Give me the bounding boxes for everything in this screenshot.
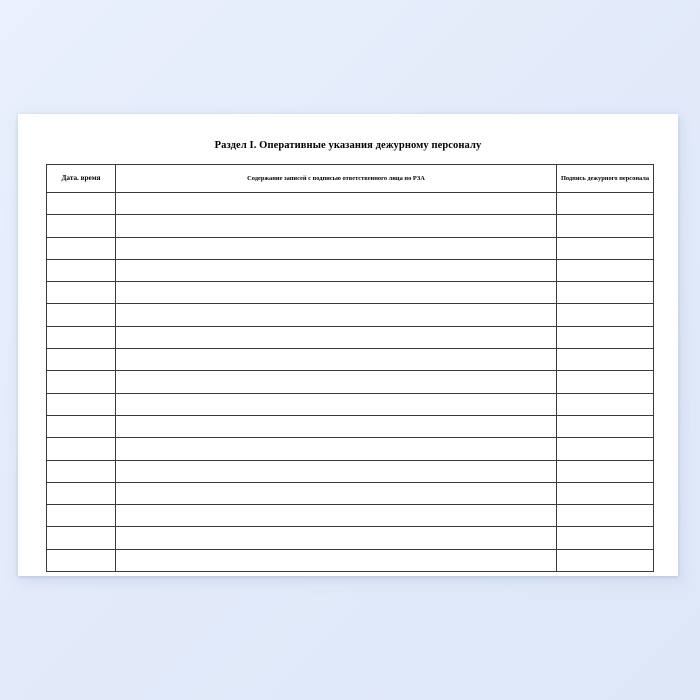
cell-content[interactable] bbox=[116, 549, 557, 571]
table-row bbox=[47, 527, 654, 549]
cell-signature[interactable] bbox=[557, 304, 654, 326]
column-header-signature: Подпись дежурного персонала bbox=[557, 165, 654, 193]
cell-content[interactable] bbox=[116, 438, 557, 460]
cell-content[interactable] bbox=[116, 482, 557, 504]
table-row bbox=[47, 438, 654, 460]
column-header-content: Содержание записей с подписью ответственного лица по РЗА bbox=[116, 165, 557, 193]
cell-content[interactable] bbox=[116, 505, 557, 527]
cell-date-time[interactable] bbox=[47, 415, 116, 437]
cell-content[interactable] bbox=[116, 415, 557, 437]
cell-signature[interactable] bbox=[557, 549, 654, 571]
cell-date-time[interactable] bbox=[47, 482, 116, 504]
table-row bbox=[47, 237, 654, 259]
table-row bbox=[47, 282, 654, 304]
cell-content[interactable] bbox=[116, 326, 557, 348]
cell-date-time[interactable] bbox=[47, 282, 116, 304]
table-body bbox=[47, 193, 654, 572]
cell-signature[interactable] bbox=[557, 393, 654, 415]
cell-date-time[interactable] bbox=[47, 349, 116, 371]
table-row bbox=[47, 482, 654, 504]
cell-date-time[interactable] bbox=[47, 505, 116, 527]
document-page bbox=[18, 114, 678, 576]
cell-signature[interactable] bbox=[557, 349, 654, 371]
table-header bbox=[47, 165, 654, 193]
cell-signature[interactable] bbox=[557, 527, 654, 549]
page-title: Раздел I. Оперативные указания дежурному персоналу bbox=[214, 140, 482, 151]
cell-signature[interactable] bbox=[557, 259, 654, 281]
cell-signature[interactable] bbox=[557, 415, 654, 437]
cell-content[interactable] bbox=[116, 393, 557, 415]
cell-date-time[interactable] bbox=[47, 460, 116, 482]
cell-content[interactable] bbox=[116, 371, 557, 393]
table-row bbox=[47, 460, 654, 482]
cell-signature[interactable] bbox=[557, 282, 654, 304]
table-row bbox=[47, 371, 654, 393]
table-row bbox=[47, 393, 654, 415]
cell-signature[interactable] bbox=[557, 371, 654, 393]
cell-content[interactable] bbox=[116, 193, 557, 215]
table-row bbox=[47, 505, 654, 527]
table-row bbox=[47, 415, 654, 437]
cell-signature[interactable] bbox=[557, 326, 654, 348]
cell-date-time[interactable] bbox=[47, 215, 116, 237]
table-row bbox=[47, 259, 654, 281]
table-row bbox=[47, 326, 654, 348]
cell-date-time[interactable] bbox=[47, 438, 116, 460]
cell-signature[interactable] bbox=[557, 460, 654, 482]
cell-date-time[interactable] bbox=[47, 393, 116, 415]
cell-date-time[interactable] bbox=[47, 549, 116, 571]
cell-content[interactable] bbox=[116, 349, 557, 371]
cell-date-time[interactable] bbox=[47, 527, 116, 549]
cell-content[interactable] bbox=[116, 282, 557, 304]
cell-signature[interactable] bbox=[557, 237, 654, 259]
table-row bbox=[47, 193, 654, 215]
cell-signature[interactable] bbox=[557, 193, 654, 215]
table-row bbox=[47, 304, 654, 326]
cell-signature[interactable] bbox=[557, 482, 654, 504]
cell-signature[interactable] bbox=[557, 505, 654, 527]
table-header-row bbox=[47, 165, 654, 193]
cell-content[interactable] bbox=[116, 460, 557, 482]
cell-content[interactable] bbox=[116, 259, 557, 281]
column-header-date-time: Дата. время bbox=[47, 165, 116, 193]
cell-content[interactable] bbox=[116, 215, 557, 237]
cell-signature[interactable] bbox=[557, 438, 654, 460]
cell-date-time[interactable] bbox=[47, 237, 116, 259]
cell-content[interactable] bbox=[116, 304, 557, 326]
cell-date-time[interactable] bbox=[47, 259, 116, 281]
cell-date-time[interactable] bbox=[47, 304, 116, 326]
cell-date-time[interactable] bbox=[47, 371, 116, 393]
journal-table bbox=[46, 164, 654, 572]
cell-content[interactable] bbox=[116, 527, 557, 549]
table-row bbox=[47, 349, 654, 371]
cell-content[interactable] bbox=[116, 237, 557, 259]
cell-date-time[interactable] bbox=[47, 326, 116, 348]
cell-date-time[interactable] bbox=[47, 193, 116, 215]
table-row bbox=[47, 215, 654, 237]
cell-signature[interactable] bbox=[557, 215, 654, 237]
table-row bbox=[47, 549, 654, 571]
